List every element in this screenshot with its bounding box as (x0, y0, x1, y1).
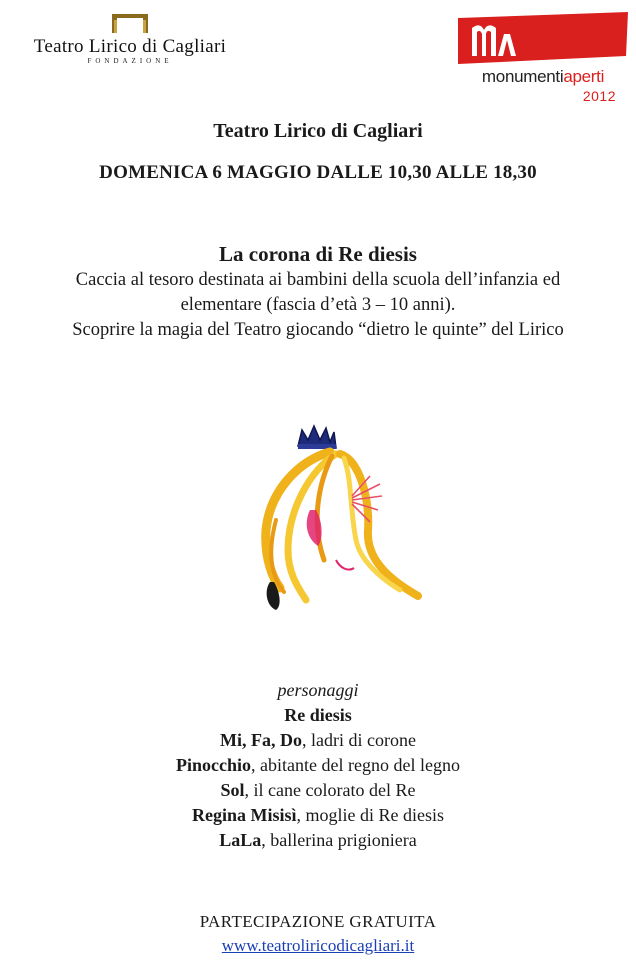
teatro-logo-subtitle: FONDAZIONE (87, 57, 173, 65)
wordmark-part-1: monumenti (481, 67, 564, 86)
event-description (0, 268, 636, 343)
characters-section (0, 678, 636, 853)
crown-icon (298, 426, 336, 449)
character-row (0, 753, 636, 778)
event-title: La corona di Re diesis (219, 242, 417, 266)
character-row (0, 828, 636, 853)
monumenti-aperti-year: 2012 (582, 88, 616, 104)
website-link[interactable]: www.teatroliricodicagliari.it (221, 936, 415, 955)
wordmark-part-2: aperti (563, 67, 605, 86)
character-desc: , ballerina prigioniera (261, 830, 417, 850)
character-name: Mi, Fa, Do (220, 730, 302, 750)
teatro-lirico-logo (10, 12, 250, 65)
organizer-title: Teatro Lirico di Cagliari (213, 120, 423, 142)
character-desc: , abitante del regno del legno (251, 755, 460, 775)
header (0, 0, 636, 110)
character-name: Re diesis (284, 705, 352, 725)
character-row (0, 728, 636, 753)
free-admission-notice: PARTECIPAZIONE GRATUITA (199, 912, 437, 931)
monumenti-aperti-wordmark (458, 67, 628, 87)
character-row (0, 703, 636, 728)
character-desc: , ladri di corone (302, 730, 416, 750)
crowned-figure-drawing (240, 410, 440, 630)
character-desc: , il cane colorato del Re (244, 780, 416, 800)
character-row (0, 803, 636, 828)
event-date: DOMENICA 6 MAGGIO DALLE 10,30 ALLE 18,30 (99, 162, 537, 183)
characters-heading: personaggi (277, 680, 359, 700)
description-line: Caccia al tesoro destinata ai bambini della scuola dell’infanzia ed (75, 270, 561, 290)
theatre-arch-icon (108, 12, 152, 34)
monumenti-aperti-logo (458, 12, 628, 104)
footer (0, 910, 636, 958)
hair (266, 452, 418, 600)
monumenti-aperti-banner-icon (458, 12, 628, 66)
character-name: Sol (220, 780, 245, 800)
character-desc: , moglie di Re diesis (296, 805, 444, 825)
description-line: Scoprire la magia del Teatro giocando “dietro le quinte” del Lirico (72, 320, 564, 340)
teatro-logo-name: Teatro Lirico di Cagliari (33, 36, 227, 57)
character-name: Pinocchio (176, 755, 252, 775)
character-name: LaLa (219, 830, 262, 850)
description-line: elementare (fascia d’età 3 – 10 anni). (180, 295, 456, 315)
character-row (0, 778, 636, 803)
character-name: Regina Misisì (191, 805, 297, 825)
